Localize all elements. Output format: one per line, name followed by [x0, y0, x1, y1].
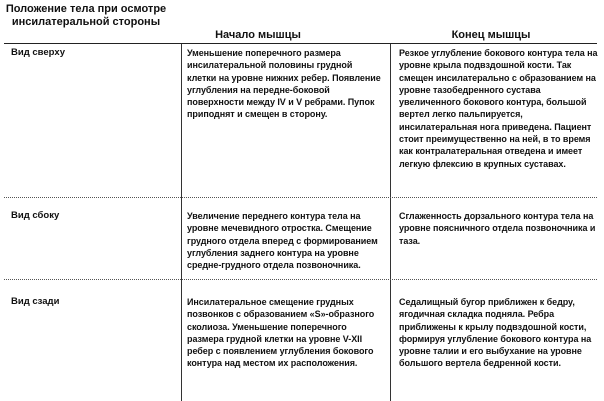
row-label: Вид сбоку: [11, 210, 60, 221]
row-separator: [4, 197, 597, 198]
header-end: Конец мышцы: [451, 29, 531, 41]
row-label: Вид сзади: [11, 296, 60, 307]
cell-end: Седалищный бугор приближен к бедру, ягодичная складка подняла. Ребра приближены к крылу подвздошной кости, формируя углубление бокового контура на уровне талии и его выбухание на уровне большого вертела бедренной кости.: [399, 297, 592, 369]
cell-end: Сглаженность дорзального контура тела на уровне поясничного отдела позвоночника и таза.: [399, 211, 596, 246]
cell-end: Резкое углубление бокового контура тела на уровне крыла подвздошной кости. Так смещен инсилатерально с образованием на уровне тазобедренного сустава увеличенного бокового контура, большой вертел легко пальпируется, инсилатеральная нога приведена. Пациент стоит преимущественно на ней, в то время как контралатеральная отведена и имеет легкую флексию в крупных суставах.: [399, 48, 598, 169]
header-start: Начало мышцы: [215, 29, 301, 41]
header-position: Положение тела при осмотре инсилатеральной стороны: [5, 3, 167, 28]
header-underline: [4, 43, 597, 44]
row-label: Вид сверху: [11, 47, 66, 58]
column-divider: [390, 44, 391, 401]
cell-start: Инсилатеральное смещение грудных позвонков с образованием «S»-образного сколиоза. Уменьшение поперечного размера грудной клетки на уровне V-XII ребер с появлением углубления бокового контура над местом их расположения.: [187, 297, 375, 369]
row-separator: [4, 279, 597, 280]
cell-start: Уменьшение поперечного размера инсилатеральной половины грудной клетки на уровне нижних ребер. Появление углубления на передне-боковой поверхности между IV и V ребрами. Пупок приподнят и смещен в сторону.: [187, 48, 381, 120]
cell-start: Увеличение переднего контура тела на уровне мечевидного отростка. Смещение грудного отдела вперед с формированием углубления заднего контура на уровне средне-грудного отдела позвоночника.: [187, 211, 378, 271]
column-divider: [181, 44, 182, 401]
